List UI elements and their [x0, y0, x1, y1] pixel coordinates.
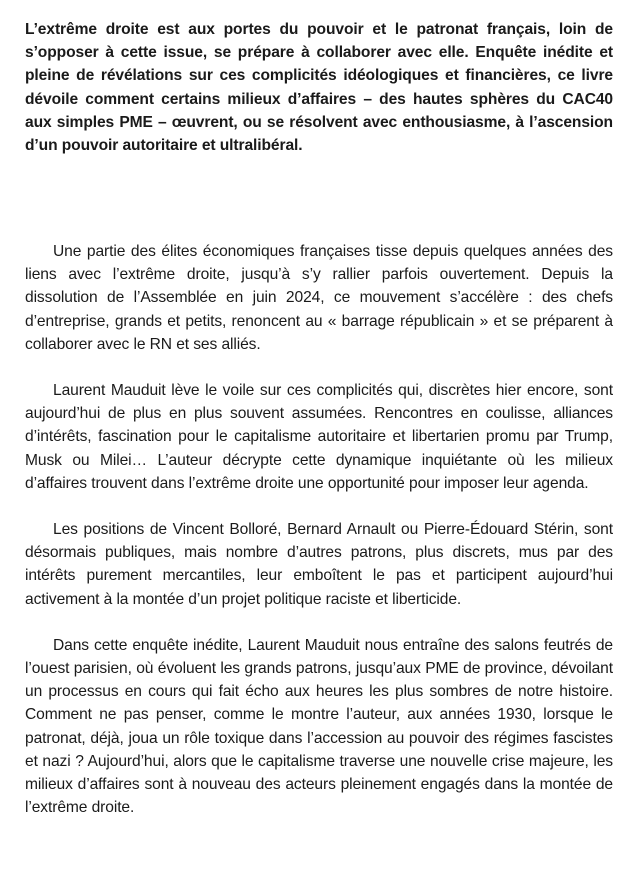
paragraph-3: Les positions de Vincent Bolloré, Bernard Arnault ou Pierre-Édouard Stérin, sont désormais publiques, mais nombre d’autres patrons, plus discrets, mus par des intérêts purement mercantiles, leur emboîtent le pas et participent aujourd’hui activement à la montée d’un projet politique raciste et liberticide.: [25, 521, 613, 608]
paragraph-2: Laurent Mauduit lève le voile sur ces complicités qui, discrètes hier encore, sont aujourd’hui de plus en plus souvent assumées. Rencontres en coulisse, alliances d’intérêts, fascination pour le capitalisme autoritaire et libertarien promu par Trump, Musk ou Milei… L’auteur décrypte cette dynamique inquiétante où les milieux d’affaires trouvent dans l’extrême droite une opportunité pour imposer leur agenda.: [25, 382, 613, 492]
intro-paragraph: L’extrême droite est aux portes du pouvoir et le patronat français, loin de s’opposer à cette issue, se prépare à collaborer avec elle. Enquête inédite et pleine de révélations sur ces complicités idéologiques et financières, ce livre dévoile comment certains milieux d’affaires – des hautes sphères du CAC40 aux simples PME – œuvrent, ou se résolvent avec enthousiasme, à l’ascension d’un pouvoir autoritaire et ultralibéral.: [25, 21, 613, 155]
paragraph-4: Dans cette enquête inédite, Laurent Mauduit nous entraîne des salons feutrés de l’ouest parisien, où évoluent les grands patrons, jusqu’aux PME de province, dévoilant un processus en cours qui fait écho aux heures les plus sombres de notre histoire. Comment ne pas penser, comme le montre l’auteur, aux années 1930, lorsque le patronat, déjà, joua un rôle toxique dans l’accession au pouvoir des régimes fascistes et nazi ? Aujourd’hui, alors que le capitalisme traverse une nouvelle crise majeure, les milieux d’affaires sont à nouveau des acteurs pleinement engagés dans la montée de l’extrême droite.: [25, 636, 613, 817]
intro-block: [25, 18, 613, 157]
paragraph-1: Une partie des élites économiques françaises tisse depuis quelques années des liens avec l’extrême droite, jusqu’à s’y rallier parfois ouvertement. Depuis la dissolution de l’Assemblée en juin 2024, ce mouvement s’accélère : des chefs d’entreprise, grands et petits, renoncent au « barrage républicain » et se préparent à collaborer avec le RN et ses alliés.: [25, 243, 613, 353]
body-text: [25, 240, 613, 842]
